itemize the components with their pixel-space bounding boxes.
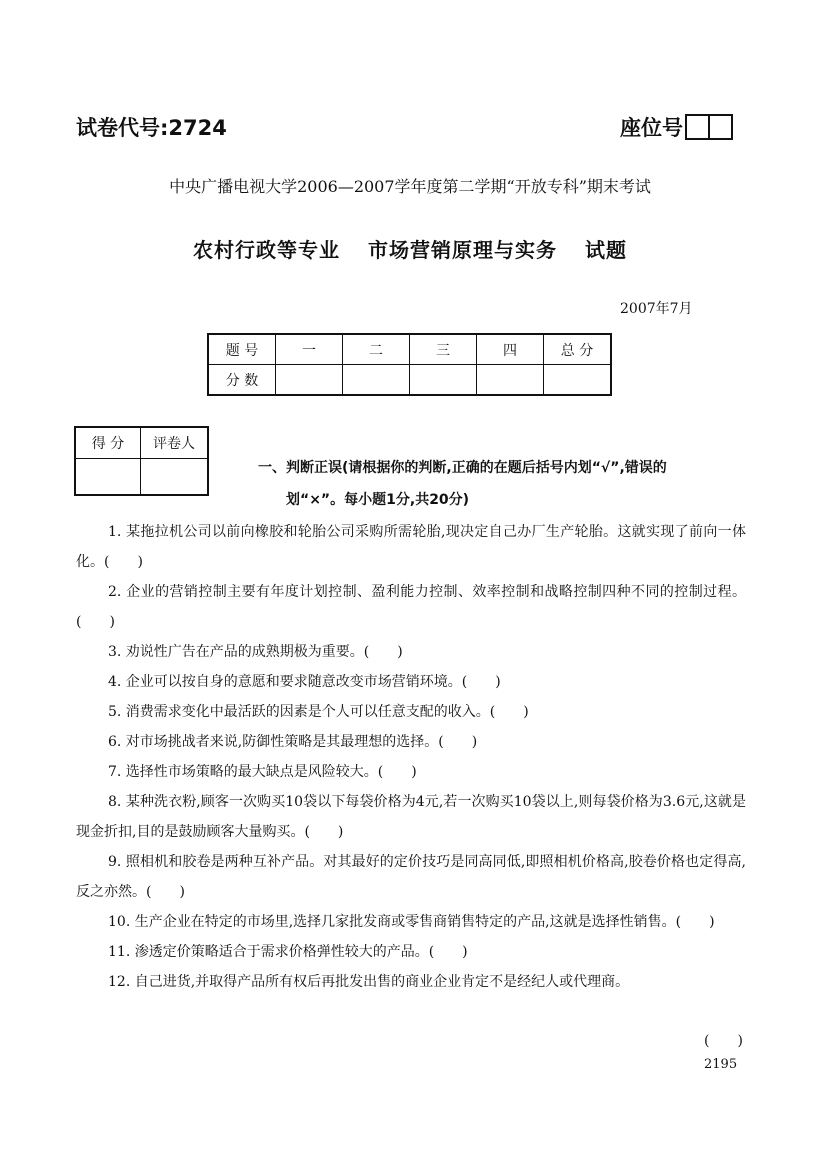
score-row-label: 分 数 bbox=[208, 365, 276, 396]
score-cell[interactable] bbox=[410, 365, 477, 396]
score-cell[interactable] bbox=[544, 365, 612, 396]
exam-title bbox=[0, 234, 820, 263]
grader-table bbox=[74, 426, 209, 496]
question-item: 8. 某种洗衣粉,顾客一次购买10袋以下每袋价格为4元,若一次购买10袋以上,则每袋价格为3.6元,这就是现金折扣,目的是鼓励顾客大量购买。( ) bbox=[76, 794, 746, 840]
question-12-answer-bracket: ( ) bbox=[704, 1033, 743, 1049]
question-item: 11. 渗透定价策略适合于需求价格弹性较大的产品。( ) bbox=[108, 944, 468, 960]
score-header-cell: 题 号 bbox=[208, 334, 276, 365]
section-line-2: 划“×”。每小题1分,共20分) bbox=[286, 492, 470, 508]
question-item: 12. 自己进货,并取得产品所有权后再批发出售的商业企业肯定不是经纪人或代理商。 bbox=[108, 974, 630, 990]
question-item: 10. 生产企业在特定的市场里,选择几家批发商或零售商销售特定的产品,这就是选择性销售。( ) bbox=[108, 914, 715, 930]
seat-box[interactable] bbox=[685, 114, 733, 140]
page-number: 2195 bbox=[704, 1057, 738, 1072]
score-header-cell: 二 bbox=[343, 334, 410, 365]
question-item: 6. 对市场挑战者来说,防御性策略是其最理想的选择。( ) bbox=[108, 734, 478, 750]
grader-header-row bbox=[75, 427, 208, 459]
exam-date: 2007年7月 bbox=[620, 301, 693, 317]
question-item: 1. 某拖拉机公司以前向橡胶和轮胎公司采购所需轮胎,现决定自己办厂生产轮胎。这就实现了前向一体化。( ) bbox=[76, 524, 746, 570]
score-table bbox=[207, 333, 612, 396]
university-line: 中央广播电视大学2006—2007学年度第二学期“开放专科”期末考试 bbox=[169, 177, 651, 196]
grader-name-cell[interactable] bbox=[141, 459, 209, 496]
exam-code: 试卷代号:2724 bbox=[76, 116, 227, 140]
seat-number bbox=[620, 112, 733, 142]
question-item: 2. 企业的营销控制主要有年度计划控制、盈利能力控制、效率控制和战略控制四种不同的控制过程。( ) bbox=[76, 584, 746, 630]
score-table-header-row bbox=[208, 334, 611, 365]
grader-value-row bbox=[75, 459, 208, 496]
grader-name-label: 评卷人 bbox=[141, 427, 209, 459]
seat-label: 座位号 bbox=[620, 116, 683, 140]
question-item: 3. 劝说性广告在产品的成熟期极为重要。( ) bbox=[108, 644, 403, 660]
grader-score-label: 得 分 bbox=[75, 427, 141, 459]
grader-score-cell[interactable] bbox=[75, 459, 141, 496]
question-item: 9. 照相机和胶卷是两种互补产品。对其最好的定价技巧是同高同低,即照相机价格高,胶卷价格也定得高,反之亦然。( ) bbox=[76, 854, 746, 900]
section-heading bbox=[258, 452, 758, 516]
score-table-value-row bbox=[208, 365, 611, 396]
score-cell[interactable] bbox=[477, 365, 544, 396]
title-suffix: 试题 bbox=[585, 238, 627, 262]
score-cell[interactable] bbox=[343, 365, 410, 396]
score-header-cell: 四 bbox=[477, 334, 544, 365]
title-major: 农村行政等专业 bbox=[193, 238, 340, 262]
question-list bbox=[76, 517, 746, 997]
section-line-1: 一、判断正误(请根据你的判断,正确的在题后括号内划“√”,错误的 bbox=[258, 460, 667, 476]
score-cell[interactable] bbox=[276, 365, 343, 396]
title-course: 市场营销原理与实务 bbox=[368, 238, 557, 262]
score-header-cell: 三 bbox=[410, 334, 477, 365]
question-item: 7. 选择性市场策略的最大缺点是风险较大。( ) bbox=[108, 764, 417, 780]
score-header-cell: 总 分 bbox=[544, 334, 612, 365]
score-header-cell: 一 bbox=[276, 334, 343, 365]
question-item: 5. 消费需求变化中最活跃的因素是个人可以任意支配的收入。( ) bbox=[108, 704, 529, 720]
question-item: 4. 企业可以按自身的意愿和要求随意改变市场营销环境。( ) bbox=[108, 674, 501, 690]
